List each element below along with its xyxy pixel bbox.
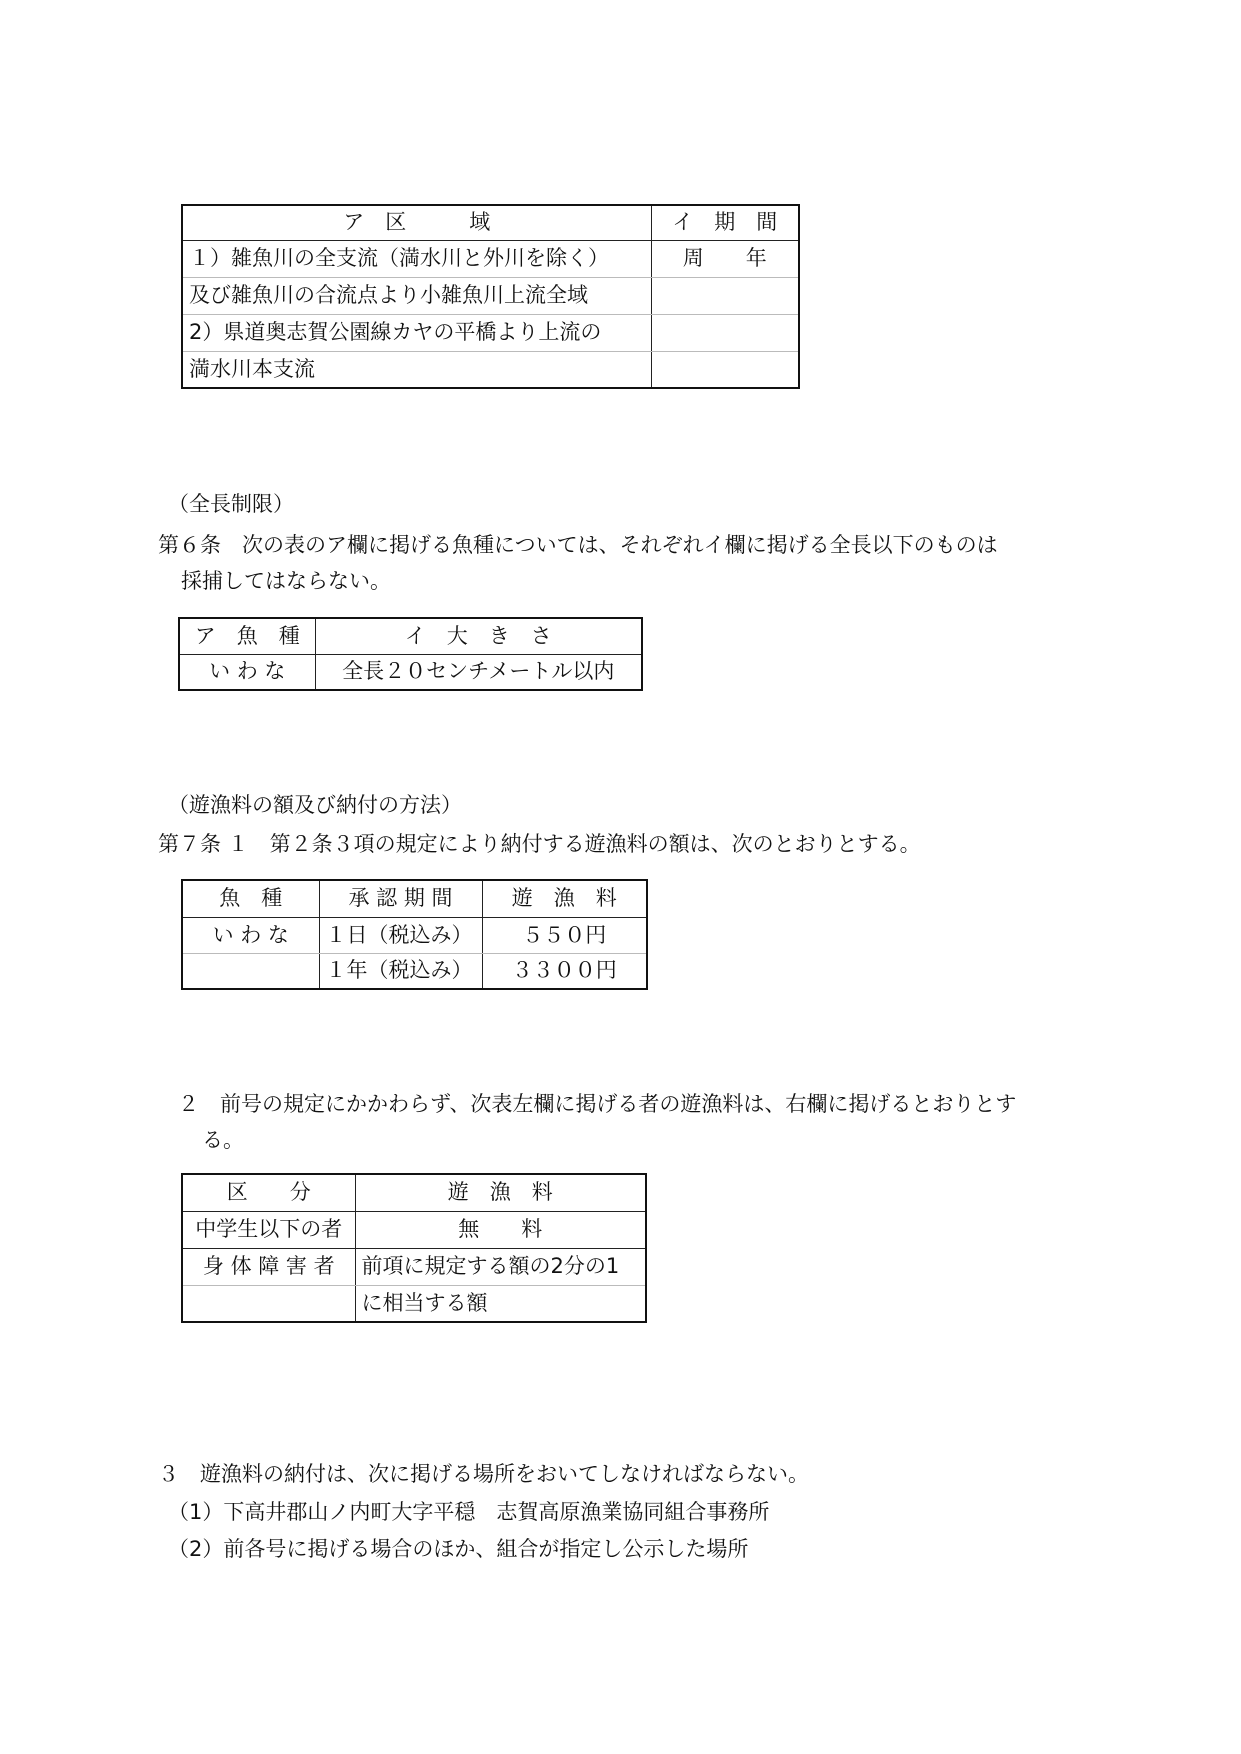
table-cell: [651, 277, 799, 314]
section7-para2-line1: ２ 前号の規定にかかわらず、次表左欄に掲げる者の遊漁料は、右欄に掲げるとおりとす: [178, 1092, 1017, 1116]
table-cell: 中学生以下の者: [182, 1211, 355, 1248]
table-cell: 無 料: [355, 1211, 646, 1248]
table-cell: 前項に規定する額の2分の1: [355, 1248, 646, 1285]
list-item: （2）前各号に掲げる場合のほか、組合が指定し公示した場所: [168, 1537, 749, 1561]
table-cell: に相当する額: [361, 1290, 488, 1315]
section6-heading: （全長制限）: [168, 492, 294, 516]
table-cell: [182, 1285, 355, 1322]
table-cell: 身 体 障 害 者: [182, 1248, 355, 1285]
section6-text-line2: 採捕してはならない。: [181, 569, 391, 593]
table-header-period: イ 期 間: [651, 205, 799, 240]
table-cell: 及び雑魚川の合流点より小雑魚川上流全域: [182, 277, 651, 314]
table-cell: １日（税込み）: [319, 917, 482, 953]
size-limit-table: [178, 617, 643, 691]
table-cell: 2）県道奥志賀公園線カヤの平橋より上流の: [182, 314, 651, 351]
table-cell: [651, 351, 799, 388]
fee-exemption-table: [181, 1173, 647, 1323]
table-header-category: 区 分: [182, 1174, 355, 1211]
table-header-fee: 遊 漁 料: [482, 880, 647, 917]
table-cell: 全長２０センチメートル以内: [342, 659, 615, 684]
list-item: （1）下高井郡山ノ内町大字平穏 志賀高原漁業協同組合事務所: [168, 1500, 770, 1524]
section7-text-line1: 第７条 １ 第２条３項の規定により納付する遊漁料の額は、次のとおりとする。: [158, 832, 921, 856]
table-header-size: イ 大 き さ: [315, 618, 642, 654]
table-cell: 満水川本支流: [182, 351, 651, 388]
table-header-fee: 遊 漁 料: [355, 1174, 646, 1211]
table-cell: い わ な: [182, 917, 319, 953]
table-header-species: 魚 種: [182, 880, 319, 917]
table-cell: 周 年: [651, 240, 799, 277]
table-cell: い わ な: [179, 654, 315, 690]
section6-text-line1: 第６条 次の表のア欄に掲げる魚種については、それぞれイ欄に掲げる全長以下のものは: [158, 533, 998, 557]
table-cell: [182, 953, 319, 989]
fee-table: [181, 879, 648, 990]
section7-para3: ３ 遊漁料の納付は、次に掲げる場所をおいてしなければならない。: [158, 1462, 809, 1486]
table-cell: ３３００円: [511, 958, 617, 983]
table-cell: ５５０円: [482, 917, 647, 953]
table-header-area: ア 区 域: [182, 205, 651, 240]
table-header-period: 承 認 期 間: [319, 880, 482, 917]
table-cell: １年（税込み）: [319, 953, 482, 989]
table-cell: １）雑魚川の全支流（満水川と外川を除く）: [182, 240, 651, 277]
section7-heading: （遊漁料の額及び納付の方法）: [168, 793, 462, 817]
area-period-table: [181, 204, 800, 389]
table-header-species: ア 魚 種: [179, 618, 315, 654]
table-cell: [651, 314, 799, 351]
section7-para2-line2: る。: [202, 1128, 244, 1152]
